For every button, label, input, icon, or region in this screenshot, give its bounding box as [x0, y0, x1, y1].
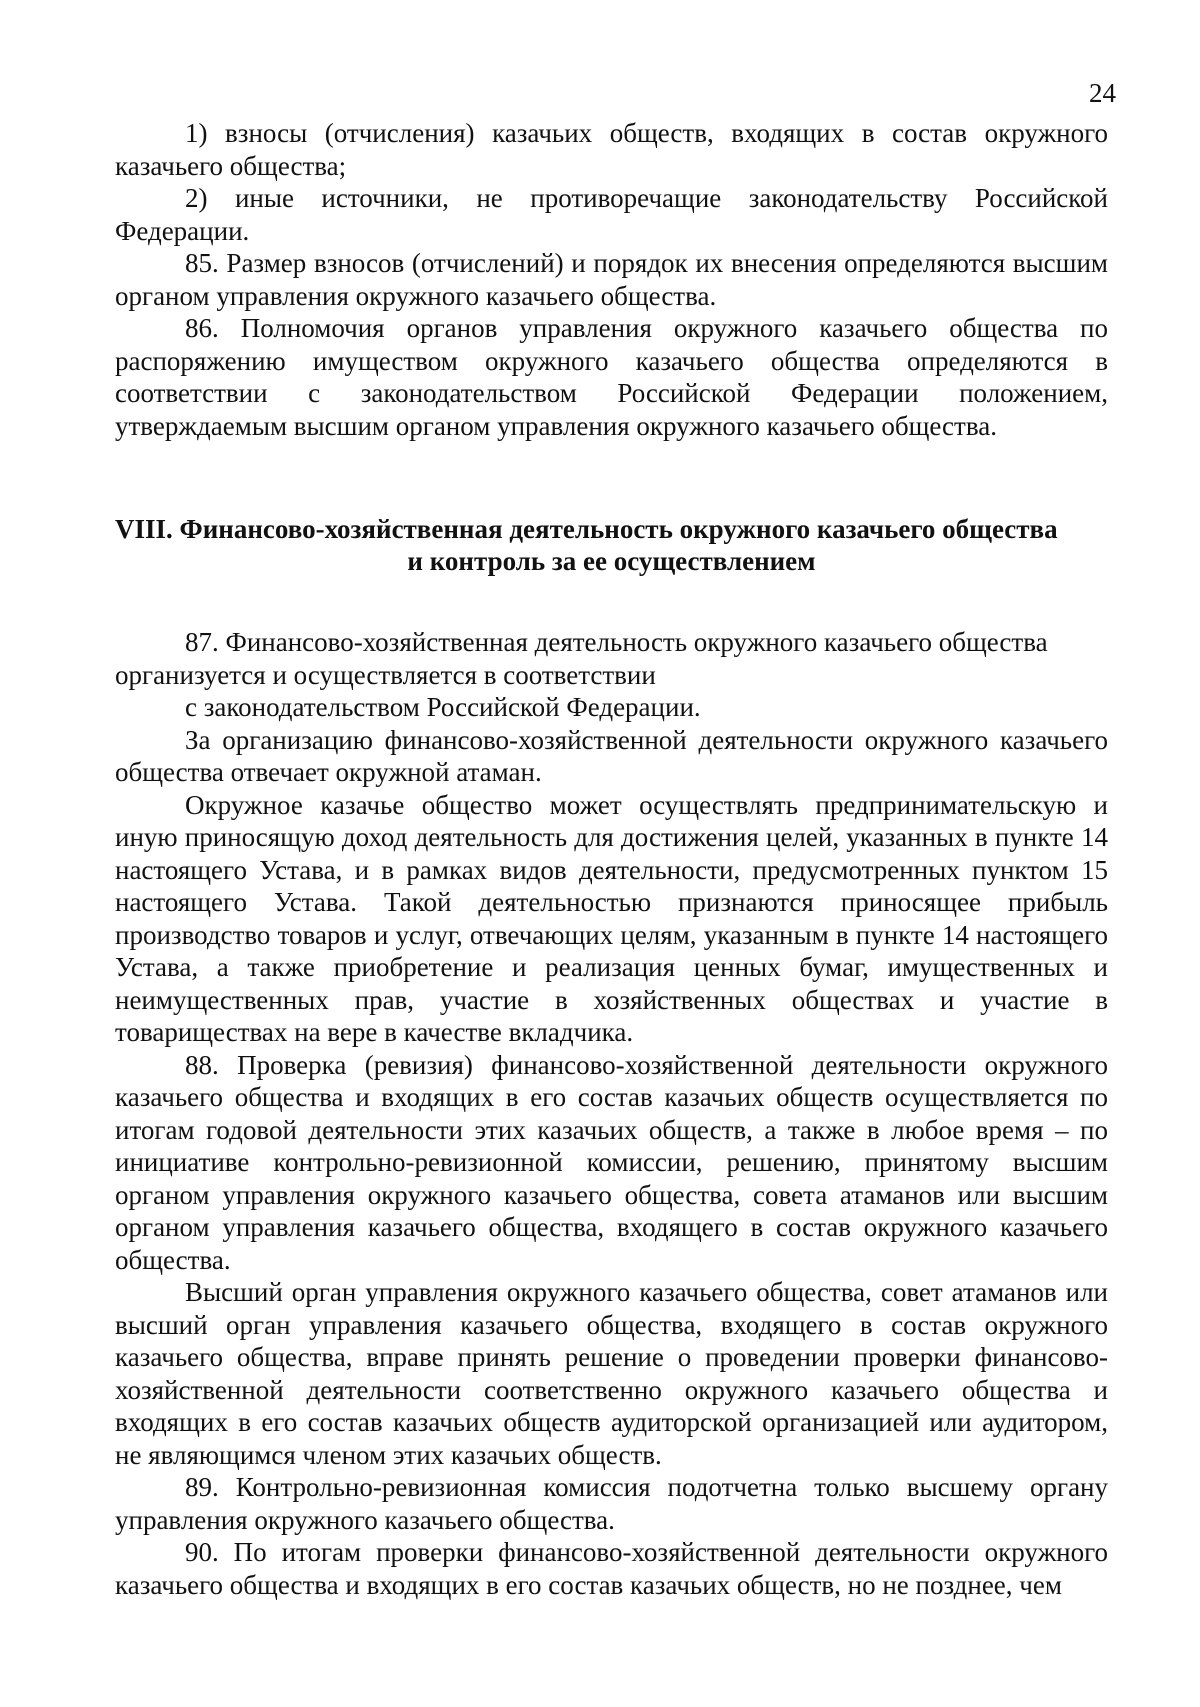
paragraph-85: 85. Размер взносов (отчислений) и порядок их внесения определяются высшим органом управления окружного казачьего общества. — [115, 248, 1108, 311]
paragraph-88: 88. Проверка (ревизия) финансово-хозяйственной деятельности окружного казачьего общества и входящих в его состав казачьих обществ осуществляется по итогам годовой деятельности этих казачьих обществ, а также в любое время – по инициативе контрольно-ревизионной комиссии, решению, принятому высшим органом управления окружного казачьего общества, совета атаманов или высшим органом управления казачьего общества, входящего в состав окружного казачьего общества. — [115, 1049, 1108, 1275]
paragraph-87: 87. Финансово-хозяйственная деятельность окружного казачьего общества организуется и осуществляется в соответствии — [115, 627, 1048, 690]
paragraph-87-business-activity: Окружное казачье общество может осуществлять предпринимательскую и иную приносящую доход деятельность для достижения целей, указанных в пункте 14 настоящего Устава, и в рамках видов деятельности, предусмотренных пунктом 15 настоящего Устава. Такой деятельностью признаются приносящее прибыль производство товаров и услуг, отвечающих целям, указанным в пункте 14 настоящего Устава, а также приобретение и реализация ценных бумаг, имущественных и неимущественных прав, участие в хозяйственных обществах и участие в товариществах на вере в качестве вкладчика. — [115, 789, 1108, 1047]
paragraph-87-continuation: с законодательством Российской Федерации. — [185, 692, 701, 722]
section-heading-line-2: и контроль за ее осуществлением — [407, 546, 816, 576]
paragraph-88-audit: Высший орган управления окружного казачьего общества, совет атаманов или высший орган управления казачьего общества, входящего в состав окружного казачьего общества, вправе принять решение о проведении проверки финансово-хозяйственной деятельности соответственно окружного казачьего общества и входящих в его состав казачьих обществ аудиторской организацией или аудитором, не являющимся членом этих казачьих обществ. — [115, 1277, 1108, 1470]
section-heading — [115, 513, 1108, 577]
paragraph-89: 89. Контрольно-ревизионная комиссия подотчетна только высшему органу управления окружного казачьего общества. — [115, 1472, 1108, 1535]
paragraph-87-responsibility: За организацию финансово-хозяйственной деятельности окружного казачьего общества отвечает окружной атаман. — [115, 724, 1108, 787]
paragraph-84-item-2: 2) иные источники, не противоречащие законодательству Российской Федерации. — [115, 183, 1108, 246]
document-body — [115, 117, 1108, 1601]
page-number: 24 — [1089, 78, 1116, 108]
paragraph-90: 90. По итогам проверки финансово-хозяйственной деятельности окружного казачьего общества и входящих в его состав казачьих обществ, но не позднее, чем — [115, 1537, 1108, 1600]
section-heading-line-1: VIII. Финансово-хозяйственная деятельность окружного казачьего общества — [115, 514, 1058, 544]
paragraph-86: 86. Полномочия органов управления окружного казачьего общества по распоряжению имуществом окружного казачьего общества определяются в соответствии с законодательством Российской Федерации положением, утверждаемым высшим органом управления окружного казачьего общества. — [115, 313, 1108, 441]
paragraph-84-item-1: 1) взносы (отчисления) казачьих обществ, входящих в состав окружного казачьего общества; — [115, 118, 1108, 181]
